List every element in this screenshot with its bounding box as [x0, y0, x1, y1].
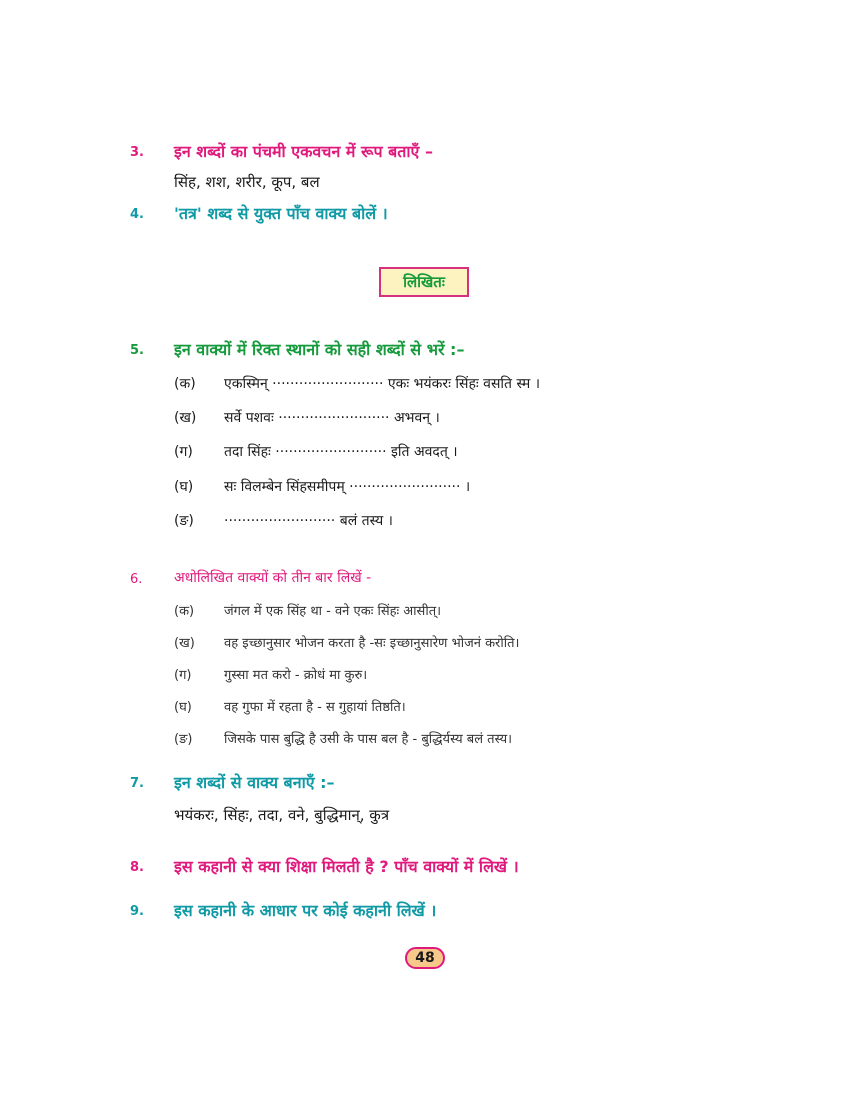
item-before: सर्वे पशवः: [224, 410, 274, 426]
item-text: वह गुफा में रहता है - स गुहायां तिष्ठति।: [224, 700, 406, 715]
item-marker: (क): [174, 604, 195, 619]
q7-answer: भयंकरः, सिंहः, तदा, वने, बुद्धिमान्, कुत्र: [174, 806, 390, 824]
item-before: तदा सिंहः: [224, 444, 271, 460]
item-marker: (क): [174, 376, 196, 392]
item-marker: (ख): [174, 636, 195, 651]
item-after: बलं तस्य ।: [339, 513, 393, 529]
item-text: जिसके पास बुद्धि है उसी के पास बल है - बुद्धिर्यस्य बलं तस्य।: [224, 732, 513, 747]
q5-number: 5.: [130, 343, 144, 358]
page-number: 48: [405, 947, 445, 969]
blank-dots: ·························: [275, 444, 387, 460]
q5-item: [174, 442, 458, 461]
item-text: गुस्सा मत करो - क्रोधं मा कुरु।: [224, 668, 368, 683]
q7-text: इन शब्दों से वाक्य बनाएँ :–: [174, 773, 335, 792]
q5-item: [174, 374, 540, 393]
item-marker: (ग): [174, 444, 193, 460]
blank-dots: ·························: [224, 513, 336, 529]
q6-text: अधोलिखित वाक्यों को तीन बार लिखें -: [174, 570, 372, 586]
item-after: एकः भयंकरः सिंहः वसति स्म ।: [387, 376, 541, 392]
q6-item: [174, 601, 441, 619]
q6-item: [174, 633, 519, 651]
q6-item: [174, 697, 406, 715]
q6-number: 6.: [130, 572, 143, 587]
section-heading: लिखितः: [379, 267, 469, 297]
q4-text: 'तत्र' शब्द से युक्त पाँच वाक्य बोलें ।: [174, 204, 388, 223]
blank-dots: ·························: [272, 376, 384, 392]
item-marker: (ग): [174, 668, 192, 683]
item-marker: (घ): [174, 700, 192, 715]
item-before: सः विलम्बेन सिंहसमीपम्: [224, 479, 345, 495]
q9-number: 9.: [130, 904, 144, 919]
item-marker: (ङ): [174, 732, 193, 747]
blank-dots: ·························: [278, 410, 390, 426]
q7-number: 7.: [130, 776, 144, 791]
q4-number: 4.: [130, 207, 144, 222]
q6-item: [174, 729, 512, 747]
item-after: ।: [464, 479, 471, 495]
q9-text: इस कहानी के आधार पर कोई कहानी लिखें ।: [174, 901, 437, 920]
item-after: अभवन् ।: [393, 410, 440, 426]
q5-item: [174, 408, 440, 427]
item-text: वह इच्छानुसार भोजन करता है -सः इच्छानुसारेण भोजनं करोति।: [224, 636, 520, 651]
item-marker: (घ): [174, 479, 194, 495]
q5-text: इन वाक्यों में रिक्त स्थानों को सही शब्दों से भरें :–: [174, 340, 465, 359]
q5-item: [174, 511, 393, 530]
q3-number: 3.: [130, 145, 144, 160]
q5-item: [174, 477, 470, 496]
item-marker: (ङ): [174, 513, 194, 529]
q3-answer: सिंह, शश, शरीर, कूप, बल: [174, 173, 320, 191]
item-text: जंगल में एक सिंह था - वने एकः सिंहः आसीत्।: [224, 604, 442, 619]
item-after: इति अवदत् ।: [391, 444, 458, 460]
item-marker: (ख): [174, 410, 197, 426]
q8-text: इस कहानी से क्या शिक्षा मिलती है ? पाँच वाक्यों में लिखें ।: [174, 857, 519, 876]
blank-dots: ·························: [349, 479, 461, 495]
q8-number: 8.: [130, 860, 144, 875]
q6-item: [174, 665, 367, 683]
item-before: एकस्मिन्: [224, 376, 268, 392]
q3-text: इन शब्दों का पंचमी एकवचन में रूप बताएँ –: [174, 142, 433, 161]
